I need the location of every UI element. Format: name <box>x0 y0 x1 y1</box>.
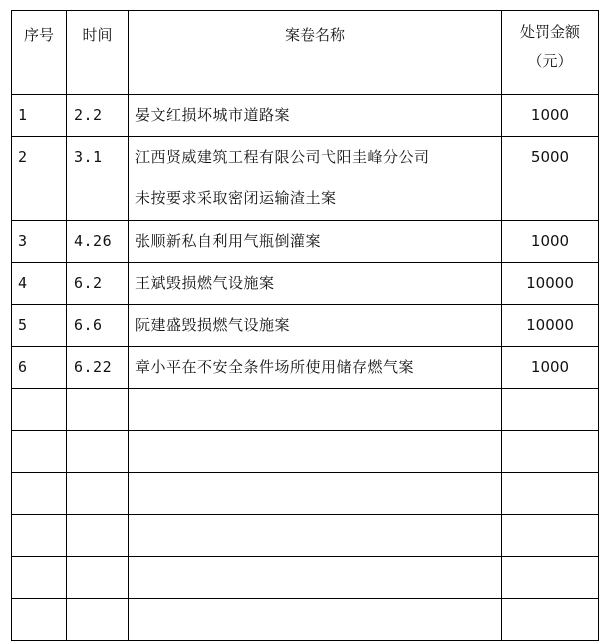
empty-cell <box>129 557 502 599</box>
empty-cell <box>12 515 67 557</box>
empty-cell <box>67 389 129 431</box>
empty-cell <box>502 599 599 641</box>
cell-date: 2.2 <box>67 95 129 137</box>
cell-date: 6.2 <box>67 263 129 305</box>
cell-penalty-amount: 10000 <box>502 305 599 347</box>
empty-table-row <box>12 473 599 515</box>
header-date: 时间 <box>67 11 129 95</box>
empty-cell <box>67 473 129 515</box>
empty-cell <box>12 389 67 431</box>
cell-serial-number: 5 <box>12 305 67 347</box>
cell-penalty-amount: 1000 <box>502 347 599 389</box>
cell-case-name: 阮建盛毁损燃气设施案 <box>129 305 502 347</box>
cell-case-name: 章小平在不安全条件场所使用储存燃气案 <box>129 347 502 389</box>
empty-table-row <box>12 389 599 431</box>
case-name-line: 江西贤威建筑工程有限公司弋阳圭峰分公司 <box>135 148 430 166</box>
case-name-line: 未按要求采取密闭运输渣土案 <box>135 189 337 207</box>
empty-table-row <box>12 431 599 473</box>
cell-serial-number: 4 <box>12 263 67 305</box>
cell-serial-number: 6 <box>12 347 67 389</box>
empty-cell <box>502 431 599 473</box>
empty-cell <box>67 599 129 641</box>
empty-cell <box>12 431 67 473</box>
empty-cell <box>129 515 502 557</box>
empty-cell <box>129 473 502 515</box>
header-penalty-amount-unit: （元） <box>527 52 573 70</box>
cell-date: 6.22 <box>67 347 129 389</box>
penalty-case-table <box>11 10 599 641</box>
empty-cell <box>502 389 599 431</box>
empty-table-row <box>12 599 599 641</box>
cell-case-name: 王斌毁损燃气设施案 <box>129 263 502 305</box>
empty-cell <box>129 431 502 473</box>
empty-table-row <box>12 557 599 599</box>
header-penalty-amount <box>502 11 599 95</box>
table-header-row <box>12 11 599 95</box>
cell-case-name: 张顺新私自利用气瓶倒灌案 <box>129 221 502 263</box>
empty-cell <box>502 515 599 557</box>
header-penalty-amount-label: 处罚金额 <box>519 23 580 41</box>
empty-cell <box>129 389 502 431</box>
cell-penalty-amount: 1000 <box>502 221 599 263</box>
empty-cell <box>129 599 502 641</box>
empty-cell <box>67 431 129 473</box>
table-row <box>12 263 599 305</box>
empty-cell <box>12 473 67 515</box>
table-row <box>12 221 599 263</box>
empty-cell <box>502 557 599 599</box>
header-case-name: 案卷名称 <box>129 11 502 95</box>
cell-penalty-amount: 10000 <box>502 263 599 305</box>
cell-date: 6.6 <box>67 305 129 347</box>
cell-serial-number: 3 <box>12 221 67 263</box>
cell-date: 3.1 <box>67 137 129 221</box>
table-row <box>12 305 599 347</box>
table-row <box>12 347 599 389</box>
cell-serial-number: 2 <box>12 137 67 221</box>
cell-penalty-amount: 1000 <box>502 95 599 137</box>
empty-cell <box>67 515 129 557</box>
cell-case-name <box>129 137 502 221</box>
empty-cell <box>12 557 67 599</box>
header-serial-number: 序号 <box>12 11 67 95</box>
empty-table-row <box>12 515 599 557</box>
table-row <box>12 137 599 221</box>
cell-case-name: 晏文红损坏城市道路案 <box>129 95 502 137</box>
cell-serial-number: 1 <box>12 95 67 137</box>
empty-cell <box>67 557 129 599</box>
empty-cell <box>12 599 67 641</box>
cell-date: 4.26 <box>67 221 129 263</box>
empty-cell <box>502 473 599 515</box>
cell-penalty-amount: 5000 <box>502 137 599 221</box>
table-row <box>12 95 599 137</box>
